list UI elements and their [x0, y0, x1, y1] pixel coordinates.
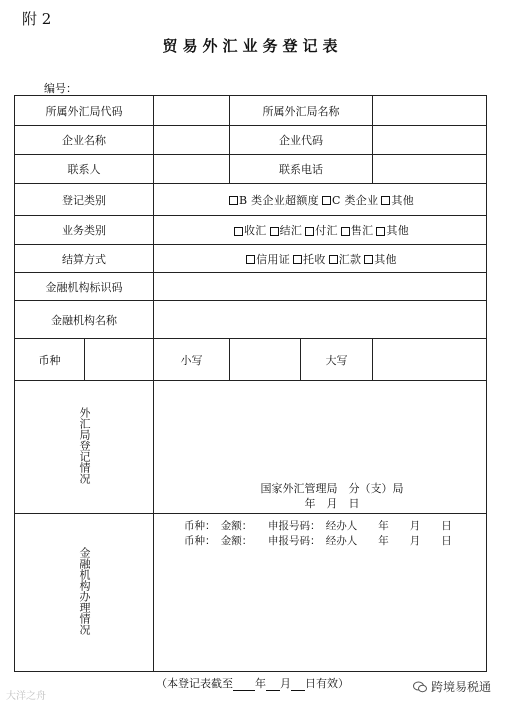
- contact-phone-field[interactable]: [373, 155, 487, 184]
- company-name-field[interactable]: [154, 126, 230, 155]
- financial-institution-id-label: 金融机构标识码: [15, 273, 154, 301]
- fx-office-name: 国家外汇管理局 分（支）局: [260, 482, 404, 495]
- fx-office-signature: [252, 481, 412, 511]
- footer-prefix: （本登记表截至: [156, 677, 233, 690]
- currency-field[interactable]: [85, 339, 154, 381]
- checkbox[interactable]: [364, 255, 373, 264]
- fx-bureau-registration-text: 外汇局登记情况: [78, 407, 91, 484]
- amount-lowercase-label: 小写: [154, 339, 230, 381]
- amount-uppercase-field[interactable]: [373, 339, 487, 381]
- fx-bureau-code-field[interactable]: [154, 96, 230, 126]
- checkbox[interactable]: [329, 255, 338, 264]
- option-label: 其他: [386, 224, 410, 237]
- form-row: [15, 96, 487, 126]
- bank-record-line: 币种： 金额： 申报号码： 经办人 年 月 日: [184, 520, 452, 532]
- attachment-label: 附 2: [22, 10, 52, 28]
- settlement-method-label: 结算方式: [15, 245, 154, 273]
- option-label: 付汇: [315, 224, 338, 237]
- checkbox[interactable]: [381, 196, 390, 205]
- fx-bureau-registration-label: [15, 381, 154, 514]
- contact-person-label: 联系人: [15, 155, 154, 184]
- registration-form-table: [14, 95, 487, 672]
- registration-category-options: [154, 184, 487, 216]
- form-row: [15, 245, 487, 273]
- checkbox[interactable]: [305, 227, 314, 236]
- checkbox[interactable]: [234, 227, 243, 236]
- option-label: 结汇: [279, 224, 303, 237]
- fx-bureau-registration-area[interactable]: [154, 381, 487, 514]
- bank-record-line: 币种： 金额： 申报号码： 经办人 年 月 日: [184, 535, 452, 547]
- checkbox[interactable]: [293, 255, 302, 264]
- option-label: B 类企业超额度: [238, 193, 319, 207]
- currency-label: 币种: [15, 339, 85, 381]
- form-row: [15, 126, 487, 155]
- financial-institution-name-label: 金融机构名称: [15, 301, 154, 339]
- option-label: 汇款: [338, 252, 362, 266]
- contact-phone-label: 联系电话: [230, 155, 373, 184]
- form-row: [15, 381, 487, 514]
- registration-number-label: 编号：: [44, 82, 77, 95]
- financial-institution-handling-area[interactable]: [154, 514, 487, 672]
- fx-bureau-name-field[interactable]: [373, 96, 487, 126]
- page-title: 贸易外汇业务登记表: [162, 37, 343, 55]
- fx-office-date: 年 月 日: [304, 497, 360, 510]
- watermark-right-text: 跨境易税通: [430, 680, 491, 694]
- financial-institution-id-field[interactable]: [154, 273, 487, 301]
- form-row: [15, 216, 487, 245]
- company-name-label: 企业名称: [15, 126, 154, 155]
- watermark-right: [413, 678, 491, 695]
- form-row: [15, 273, 487, 301]
- wechat-icon: [413, 681, 427, 693]
- business-category-label: 业务类别: [15, 216, 154, 245]
- option-label: 收汇: [243, 224, 267, 237]
- option-label: 售汇: [350, 224, 374, 237]
- month-blank[interactable]: [266, 680, 280, 691]
- year-blank[interactable]: [233, 680, 255, 691]
- registration-category-label: 登记类别: [15, 184, 154, 216]
- form-row: [15, 155, 487, 184]
- option-label: 托收: [303, 252, 326, 266]
- form-row: [15, 514, 487, 672]
- settlement-method-options: [154, 245, 487, 273]
- footer-month: 月: [280, 677, 291, 690]
- financial-institution-name-field[interactable]: [154, 301, 487, 339]
- business-category-options: [154, 216, 487, 245]
- fx-bureau-name-label: 所属外汇局名称: [230, 96, 373, 126]
- option-label: 其他: [374, 252, 397, 266]
- financial-institution-handling-text: 金融机构办理情况: [78, 547, 91, 635]
- form-row: [15, 301, 487, 339]
- checkbox[interactable]: [322, 196, 331, 205]
- checkbox[interactable]: [270, 227, 279, 236]
- footer-suffix: 日有效）: [305, 677, 349, 690]
- form-row: [15, 184, 487, 216]
- checkbox[interactable]: [229, 196, 238, 205]
- contact-person-field[interactable]: [154, 155, 230, 184]
- company-code-label: 企业代码: [230, 126, 373, 155]
- footer-year: 年: [255, 677, 266, 690]
- watermark-left: 大洋之舟: [6, 691, 46, 702]
- option-label: 信用证: [256, 252, 291, 266]
- form-row: [15, 339, 487, 381]
- checkbox[interactable]: [341, 227, 350, 236]
- option-label: 其他: [391, 193, 414, 207]
- fx-bureau-code-label: 所属外汇局代码: [15, 96, 154, 126]
- company-code-field[interactable]: [373, 126, 487, 155]
- day-blank[interactable]: [291, 680, 305, 691]
- amount-uppercase-label: 大写: [301, 339, 373, 381]
- financial-institution-handling-label: [15, 514, 154, 672]
- amount-lowercase-field[interactable]: [230, 339, 301, 381]
- checkbox[interactable]: [246, 255, 255, 264]
- checkbox[interactable]: [376, 227, 385, 236]
- option-label: C 类企业: [331, 193, 379, 207]
